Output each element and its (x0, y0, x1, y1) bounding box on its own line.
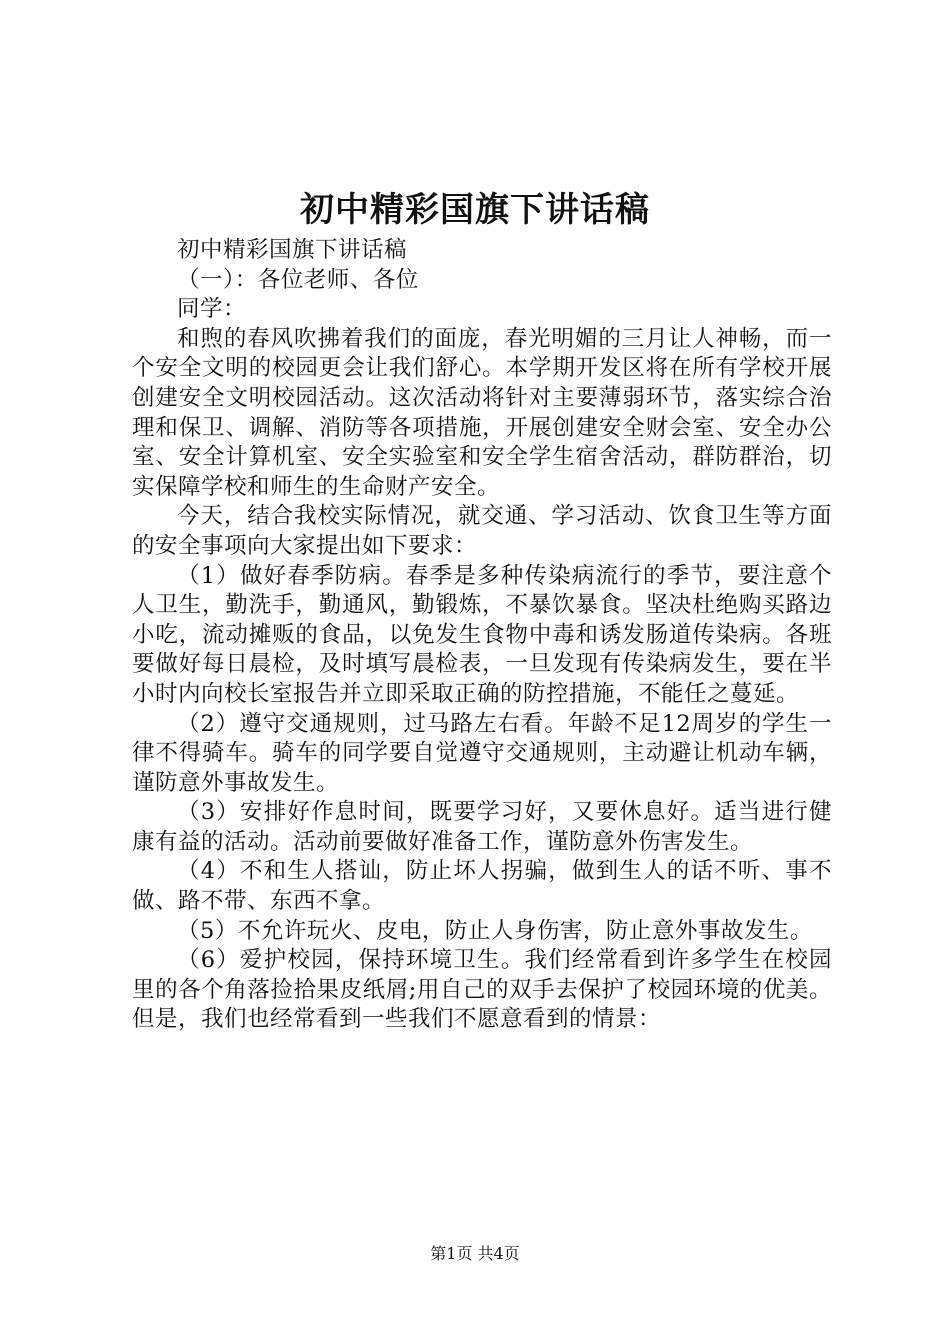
paragraph-item-5: （5）不允许玩火、皮电，防止人身伤害，防止意外事故发生。 (177, 917, 813, 944)
paragraph-salutation: 同学： (177, 296, 247, 323)
page-footer: 第1页 共4页 (430, 1244, 520, 1263)
paragraph-section-heading: （一）：各位老师、各位 (177, 266, 419, 293)
document-body (132, 236, 832, 1035)
document-title: 初中精彩国旗下讲话稿 (300, 190, 650, 230)
paragraph-today: 今天，结合我校实际情况，就交通、学习活动、饮食卫生等方面的安全事项向大家提出如下要求： (132, 503, 832, 559)
paragraph-item-3: （3）安排好作息时间，既要学习好，又要休息好。适当进行健康有益的活动。活动前要做好准备工作，谨防意外伤害发生。 (132, 799, 832, 855)
paragraph-item-4: （4）不和生人搭讪，防止坏人拐骗，做到生人的话不听、事不做、路不带、东西不拿。 (132, 858, 832, 915)
paragraph-subtitle: 初中精彩国旗下讲话稿 (177, 237, 408, 263)
paragraph-item-6: （6）爱护校园，保持环境卫生。我们经常看到许多学生在校园里的各个角落捡拾果皮纸屑;用自己的双手去保护了校园环境的优美。但是，我们也经常看到一些我们不愿意看到的情景： (132, 947, 832, 1033)
paragraph-item-1: （1）做好春季防病。春季是多种传染病流行的季节，要注意个人卫生，勤洗手，勤通风，勤锻炼，不暴饮暴食。坚决杜绝购买路边小吃，流动摊贩的食品，以免发生食物中毒和诱发肠道传染病。各班要做好每日晨检，及时填写晨检表，一旦发现有传染病发生，要在半小时内向校长室报告并立即采取正确的防控措施，不能任之蔓延。 (132, 562, 832, 707)
paragraph-intro: 和煦的春风吹拂着我们的面庞，春光明媚的三月让人神畅，而一个安全文明的校园更会让我们舒心。本学期开发区将在所有学校开展创建安全文明校园活动。这次活动将针对主要薄弱环节，落实综合治理和保卫、调解、消防等各项措施，开展创建安全财会室、安全办公室、安全计算机室、安全实验室和安全学生宿舍活动，群防群治，切实保障学校和师生的生命财产安全。 (132, 325, 832, 500)
paragraph-item-2: （2）遵守交通规则，过马路左右看。年龄不足12周岁的学生一律不得骑车。骑车的同学要自觉遵守交通规则，主动避让机动车辆，谨防意外事故发生。 (132, 710, 832, 796)
